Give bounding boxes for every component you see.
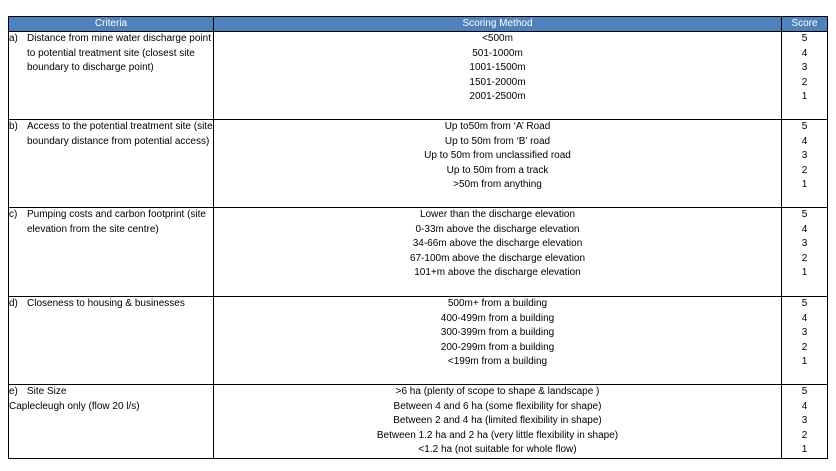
method-line: Up to 50m from ‘B’ road <box>444 135 551 147</box>
score-value: 2 <box>801 76 808 88</box>
method-line: 500m+ from a building <box>447 298 548 309</box>
method-line: Between 1.2 ha and 2 ha (very little flexibility in shape) <box>376 429 619 441</box>
score-cell <box>782 120 828 208</box>
criteria-subtext: Caplecleugh only (flow 20 l/s) <box>9 400 140 412</box>
table-row <box>9 208 828 297</box>
criteria-cell <box>9 297 214 385</box>
method-line: <199m from a building <box>447 356 548 368</box>
method-line: Up to 50m from unclassified road <box>424 150 571 162</box>
criteria-label: b) <box>9 121 18 132</box>
score-cell <box>782 208 828 297</box>
method-line: 67-100m above the discharge elevation <box>409 252 586 264</box>
score-value: 5 <box>801 386 808 397</box>
method-line: Between 4 and 6 ha (some flexibility for shape) <box>393 400 602 412</box>
score-value: 2 <box>801 341 808 353</box>
criteria-cell <box>9 208 214 297</box>
score-cell <box>782 385 828 459</box>
score-value: 4 <box>801 135 808 147</box>
criteria-cell <box>9 120 214 208</box>
table-row <box>9 120 828 208</box>
method-line: Up to50m from ‘A’ Road <box>444 121 551 132</box>
header-score: Score <box>782 17 828 32</box>
method-line: <500m <box>482 33 513 44</box>
scoring-method-cell <box>214 297 782 385</box>
scoring-method-cell <box>214 120 782 208</box>
score-value: 3 <box>801 327 808 339</box>
score-value: 1 <box>801 179 808 191</box>
scoring-method-cell <box>214 208 782 297</box>
method-line: Up to 50m from a track <box>446 164 549 176</box>
table-row <box>9 32 828 120</box>
score-value: 4 <box>801 223 808 235</box>
criteria-label: a) <box>9 33 18 44</box>
method-line: Lower than the discharge elevation <box>419 209 576 220</box>
scoring-criteria-table <box>8 16 828 459</box>
criteria-text: Distance from mine water discharge point to potential treatment site (closest site boundary to discharge point) <box>27 33 211 74</box>
table-row <box>9 385 828 459</box>
method-line: 101+m above the discharge elevation <box>414 267 581 279</box>
criteria-text: Site Size <box>27 386 67 397</box>
score-value: 2 <box>801 429 808 441</box>
score-value: 4 <box>801 47 808 59</box>
scoring-method-cell <box>214 385 782 459</box>
score-value: 5 <box>801 298 808 309</box>
score-value: 4 <box>801 400 808 412</box>
criteria-text: Closeness to housing & businesses <box>27 298 185 309</box>
method-line: 400-499m from a building <box>440 312 555 324</box>
method-line: 1501-2000m <box>469 76 526 88</box>
method-line: 300-399m from a building <box>440 327 555 339</box>
score-value: 5 <box>801 121 808 132</box>
method-line: 501-1000m <box>472 47 523 59</box>
score-value: 3 <box>801 62 808 74</box>
criteria-label: c) <box>9 209 18 220</box>
header-criteria: Criteria <box>9 17 214 32</box>
score-value: 3 <box>801 150 808 162</box>
score-value: 5 <box>801 33 808 44</box>
table-row <box>9 297 828 385</box>
criteria-text: Pumping costs and carbon footprint (site elevation from the site centre) <box>27 209 206 235</box>
score-value: 1 <box>801 91 808 103</box>
method-line: 1001-1500m <box>469 62 526 74</box>
criteria-label: d) <box>9 298 18 309</box>
method-line: 2001-2500m <box>469 91 526 103</box>
score-value: 1 <box>801 356 808 368</box>
score-value: 2 <box>801 252 808 264</box>
criteria-cell <box>9 32 214 120</box>
score-cell <box>782 32 828 120</box>
score-value: 4 <box>801 312 808 324</box>
table-header-row <box>9 17 828 32</box>
method-line: Between 2 and 4 ha (limited flexibility in shape) <box>393 415 602 427</box>
score-value: 1 <box>801 444 808 456</box>
method-line: >6 ha (plenty of scope to shape & landscape ) <box>395 386 600 397</box>
method-line: <1.2 ha (not suitable for whole flow) <box>418 444 577 456</box>
score-value: 3 <box>801 415 808 427</box>
header-scoring-method: Scoring Method <box>214 17 782 32</box>
method-line: 200-299m from a building <box>440 341 555 353</box>
method-line: 0-33m above the discharge elevation <box>415 223 580 235</box>
score-value: 3 <box>801 238 808 250</box>
scoring-method-cell <box>214 32 782 120</box>
score-value: 1 <box>801 267 808 279</box>
criteria-label: e) <box>9 386 18 397</box>
criteria-cell <box>9 385 214 459</box>
criteria-text: Access to the potential treatment site (site boundary distance from potential access) <box>27 121 213 147</box>
score-value: 2 <box>801 164 808 176</box>
method-line: 34-66m above the discharge elevation <box>412 238 583 250</box>
method-line: >50m from anything <box>453 179 542 191</box>
score-value: 5 <box>801 209 808 220</box>
score-cell <box>782 297 828 385</box>
